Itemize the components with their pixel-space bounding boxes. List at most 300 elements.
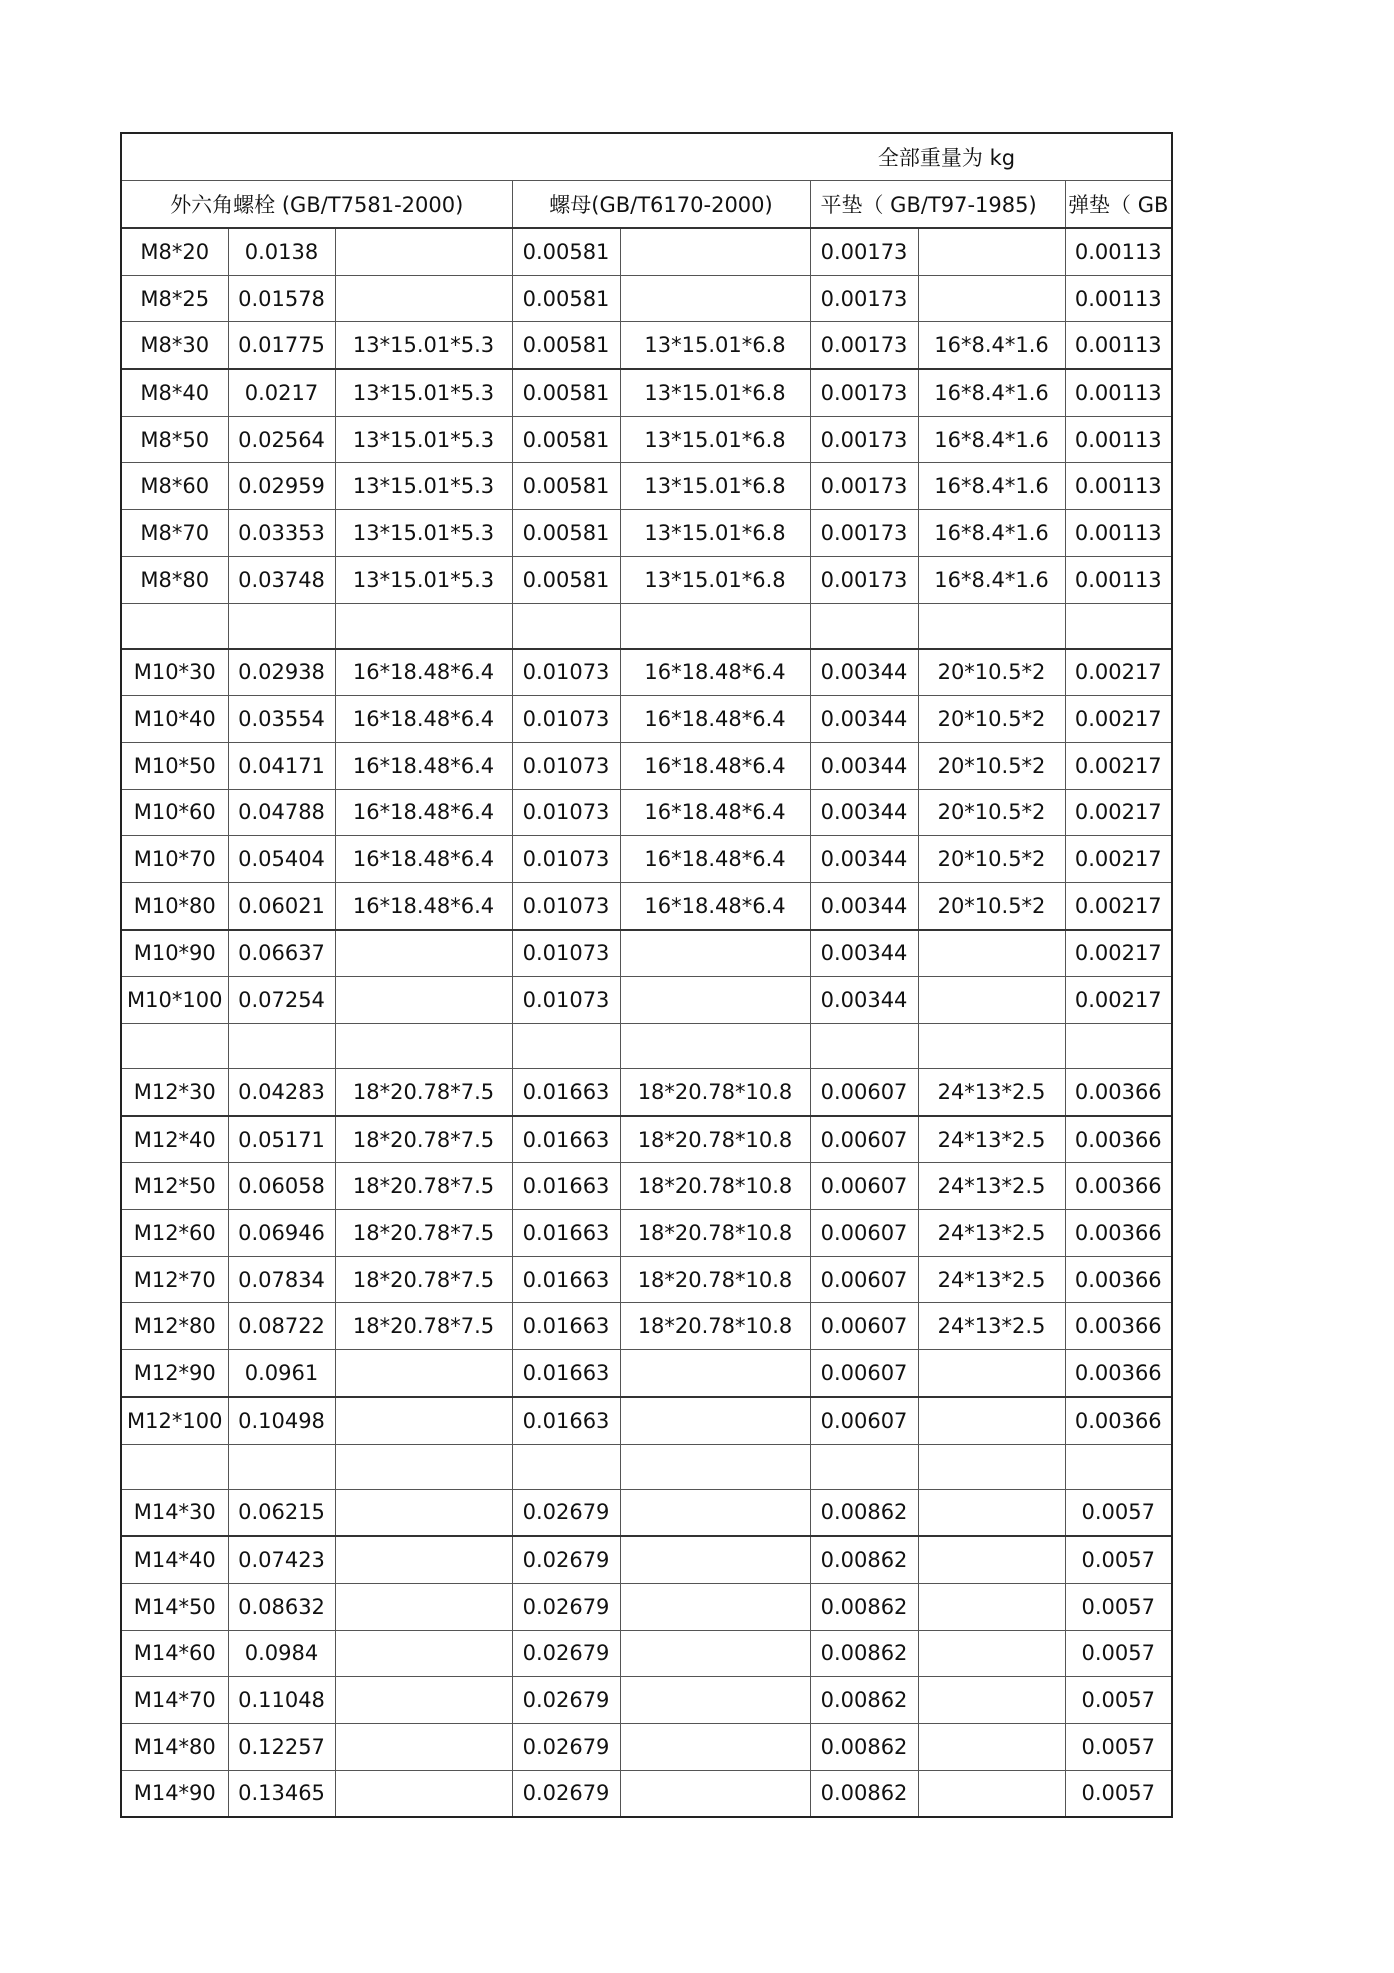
nut-size-cell <box>620 1350 810 1397</box>
bolt-weight-cell: 0.07834 <box>228 1256 335 1303</box>
nut-size-cell <box>620 1723 810 1770</box>
nut-weight-cell: 0.00581 <box>512 322 620 369</box>
bolt-size-cell: 16*18.48*6.4 <box>335 696 512 743</box>
nut-weight-cell: 0.01073 <box>512 977 620 1024</box>
bolt-size-cell <box>335 228 512 275</box>
header-flat-washer: 平垫（ GB/T97-1985) <box>810 181 1065 229</box>
flat-washer-size-cell: 20*10.5*2 <box>918 836 1065 883</box>
spec-cell: M12*70 <box>121 1256 228 1303</box>
spec-cell: M14*50 <box>121 1583 228 1630</box>
nut-weight-cell <box>512 603 620 649</box>
header-hex-bolt: 外六角螺栓 (GB/T7581-2000) <box>121 181 512 229</box>
bolt-weight-cell: 0.01578 <box>228 275 335 322</box>
table-row <box>121 369 1172 416</box>
spring-washer-weight-cell: 0.00366 <box>1065 1116 1172 1163</box>
flat-washer-size-cell: 20*10.5*2 <box>918 789 1065 836</box>
bolt-size-cell <box>335 603 512 649</box>
nut-size-cell <box>620 275 810 322</box>
flat-washer-weight-cell: 0.00862 <box>810 1630 918 1677</box>
table-row <box>121 1770 1172 1817</box>
bolt-weight-cell: 0.02959 <box>228 463 335 510</box>
flat-washer-size-cell <box>918 1536 1065 1583</box>
spec-cell: M8*80 <box>121 556 228 603</box>
bolt-weight-cell: 0.06215 <box>228 1489 335 1536</box>
spring-washer-weight-cell: 0.0057 <box>1065 1677 1172 1724</box>
table-row <box>121 1723 1172 1770</box>
header-spring-washer: 弹垫（ GB <box>1065 181 1172 229</box>
spec-cell: M14*90 <box>121 1770 228 1817</box>
bolt-weight-cell: 0.03748 <box>228 556 335 603</box>
flat-washer-size-cell <box>918 930 1065 977</box>
spring-washer-weight-cell: 0.00113 <box>1065 556 1172 603</box>
bolt-weight-cell: 0.04788 <box>228 789 335 836</box>
spring-washer-weight-cell: 0.0057 <box>1065 1583 1172 1630</box>
flat-washer-weight-cell: 0.00173 <box>810 322 918 369</box>
bolt-size-cell: 13*15.01*5.3 <box>335 510 512 557</box>
flat-washer-size-cell: 16*8.4*1.6 <box>918 463 1065 510</box>
bolt-size-cell: 16*18.48*6.4 <box>335 742 512 789</box>
flat-washer-weight-cell: 0.00862 <box>810 1723 918 1770</box>
nut-weight-cell: 0.01073 <box>512 742 620 789</box>
flat-washer-weight-cell: 0.00607 <box>810 1163 918 1210</box>
nut-size-cell: 16*18.48*6.4 <box>620 696 810 743</box>
bolt-size-cell <box>335 1350 512 1397</box>
bolt-weight-cell: 0.0217 <box>228 369 335 416</box>
flat-washer-size-cell: 24*13*2.5 <box>918 1210 1065 1257</box>
flat-washer-weight-cell: 0.00173 <box>810 228 918 275</box>
table-row <box>121 556 1172 603</box>
nut-size-cell <box>620 1536 810 1583</box>
nut-size-cell <box>620 1444 810 1489</box>
bolt-weight-cell: 0.06058 <box>228 1163 335 1210</box>
flat-washer-weight-cell: 0.00173 <box>810 416 918 463</box>
table-title: 全部重量为 kg <box>121 133 1172 181</box>
flat-washer-weight-cell: 0.00862 <box>810 1770 918 1817</box>
bolt-weight-cell: 0.04171 <box>228 742 335 789</box>
nut-size-cell: 16*18.48*6.4 <box>620 882 810 929</box>
nut-weight-cell: 0.00581 <box>512 275 620 322</box>
spring-washer-weight-cell <box>1065 603 1172 649</box>
spec-cell: M10*70 <box>121 836 228 883</box>
spec-cell: M12*90 <box>121 1350 228 1397</box>
table-row <box>121 1303 1172 1350</box>
bolt-weight-cell: 0.05171 <box>228 1116 335 1163</box>
flat-washer-weight-cell: 0.00173 <box>810 463 918 510</box>
spring-washer-weight-cell: 0.0057 <box>1065 1536 1172 1583</box>
bolt-weight-cell: 0.03554 <box>228 696 335 743</box>
table-row <box>121 1210 1172 1257</box>
spring-washer-weight-cell: 0.0057 <box>1065 1630 1172 1677</box>
flat-washer-size-cell: 16*8.4*1.6 <box>918 510 1065 557</box>
nut-size-cell: 18*20.78*10.8 <box>620 1256 810 1303</box>
flat-washer-size-cell <box>918 1350 1065 1397</box>
spec-cell: M8*50 <box>121 416 228 463</box>
spring-washer-weight-cell: 0.00366 <box>1065 1163 1172 1210</box>
flat-washer-size-cell: 24*13*2.5 <box>918 1069 1065 1116</box>
bolt-weight-cell: 0.10498 <box>228 1397 335 1444</box>
bolt-size-cell: 13*15.01*5.3 <box>335 322 512 369</box>
nut-size-cell <box>620 228 810 275</box>
nut-size-cell <box>620 1770 810 1817</box>
table-row <box>121 1069 1172 1116</box>
bolt-weight-cell: 0.04283 <box>228 1069 335 1116</box>
bolt-size-cell <box>335 275 512 322</box>
nut-weight-cell: 0.00581 <box>512 510 620 557</box>
flat-washer-size-cell: 16*8.4*1.6 <box>918 416 1065 463</box>
nut-weight-cell: 0.01073 <box>512 789 620 836</box>
flat-washer-weight-cell: 0.00607 <box>810 1256 918 1303</box>
bolt-size-cell <box>335 1536 512 1583</box>
spec-cell: M14*60 <box>121 1630 228 1677</box>
flat-washer-weight-cell <box>810 603 918 649</box>
nut-weight-cell: 0.01663 <box>512 1256 620 1303</box>
spring-washer-weight-cell: 0.0057 <box>1065 1723 1172 1770</box>
table-row <box>121 275 1172 322</box>
spec-cell: M14*30 <box>121 1489 228 1536</box>
nut-size-cell: 16*18.48*6.4 <box>620 742 810 789</box>
bolt-size-cell: 16*18.48*6.4 <box>335 882 512 929</box>
bolt-size-cell <box>335 1677 512 1724</box>
flat-washer-weight-cell: 0.00173 <box>810 556 918 603</box>
flat-washer-size-cell <box>918 1770 1065 1817</box>
spec-cell: M12*60 <box>121 1210 228 1257</box>
nut-weight-cell: 0.01663 <box>512 1116 620 1163</box>
bolt-size-cell: 13*15.01*5.3 <box>335 416 512 463</box>
spec-cell: M10*100 <box>121 977 228 1024</box>
flat-washer-size-cell: 16*8.4*1.6 <box>918 369 1065 416</box>
flat-washer-weight-cell: 0.00344 <box>810 649 918 696</box>
table-row <box>121 1583 1172 1630</box>
bolt-size-cell: 18*20.78*7.5 <box>335 1163 512 1210</box>
table-row <box>121 977 1172 1024</box>
bolt-weight-cell <box>228 1444 335 1489</box>
flat-washer-weight-cell: 0.00344 <box>810 977 918 1024</box>
nut-size-cell: 16*18.48*6.4 <box>620 836 810 883</box>
bolt-size-cell: 18*20.78*7.5 <box>335 1256 512 1303</box>
flat-washer-weight-cell: 0.00862 <box>810 1677 918 1724</box>
bolt-size-cell: 16*18.48*6.4 <box>335 789 512 836</box>
nut-weight-cell <box>512 1444 620 1489</box>
flat-washer-size-cell: 24*13*2.5 <box>918 1303 1065 1350</box>
spec-cell: M10*50 <box>121 742 228 789</box>
nut-size-cell <box>620 1583 810 1630</box>
bolt-size-cell: 13*15.01*5.3 <box>335 556 512 603</box>
flat-washer-size-cell <box>918 1677 1065 1724</box>
spring-washer-weight-cell: 0.00113 <box>1065 416 1172 463</box>
nut-size-cell: 18*20.78*10.8 <box>620 1116 810 1163</box>
spring-washer-weight-cell: 0.0057 <box>1065 1770 1172 1817</box>
nut-weight-cell <box>512 1024 620 1069</box>
spring-washer-weight-cell: 0.00366 <box>1065 1069 1172 1116</box>
flat-washer-weight-cell: 0.00173 <box>810 369 918 416</box>
bolt-size-cell: 18*20.78*7.5 <box>335 1210 512 1257</box>
spring-washer-weight-cell: 0.00217 <box>1065 977 1172 1024</box>
bolt-size-cell <box>335 1024 512 1069</box>
nut-size-cell: 13*15.01*6.8 <box>620 322 810 369</box>
bolt-size-cell <box>335 1444 512 1489</box>
flat-washer-size-cell <box>918 1489 1065 1536</box>
bolt-weight-cell: 0.07254 <box>228 977 335 1024</box>
flat-washer-size-cell <box>918 1583 1065 1630</box>
table-row <box>121 742 1172 789</box>
spec-cell: M12*80 <box>121 1303 228 1350</box>
bolt-size-cell <box>335 1723 512 1770</box>
spring-washer-weight-cell: 0.00113 <box>1065 275 1172 322</box>
bolt-weight-cell: 0.0961 <box>228 1350 335 1397</box>
table-row <box>121 1489 1172 1536</box>
spec-cell: M8*20 <box>121 228 228 275</box>
nut-weight-cell: 0.01663 <box>512 1069 620 1116</box>
flat-washer-size-cell: 24*13*2.5 <box>918 1256 1065 1303</box>
spec-cell: M12*100 <box>121 1397 228 1444</box>
bolt-weight-cell: 0.08632 <box>228 1583 335 1630</box>
bolt-weight-cell: 0.13465 <box>228 1770 335 1817</box>
bolt-weight-cell: 0.05404 <box>228 836 335 883</box>
flat-washer-weight-cell: 0.00344 <box>810 930 918 977</box>
nut-weight-cell: 0.01663 <box>512 1350 620 1397</box>
flat-washer-weight-cell <box>810 1024 918 1069</box>
nut-weight-cell: 0.02679 <box>512 1723 620 1770</box>
spec-cell: M8*40 <box>121 369 228 416</box>
bolt-size-cell: 16*18.48*6.4 <box>335 836 512 883</box>
flat-washer-size-cell: 16*8.4*1.6 <box>918 556 1065 603</box>
flat-washer-size-cell: 20*10.5*2 <box>918 696 1065 743</box>
table-row <box>121 228 1172 275</box>
spring-washer-weight-cell: 0.00366 <box>1065 1350 1172 1397</box>
blank-row <box>121 603 1172 649</box>
flat-washer-weight-cell: 0.00607 <box>810 1397 918 1444</box>
flat-washer-weight-cell: 0.00607 <box>810 1116 918 1163</box>
nut-weight-cell: 0.02679 <box>512 1770 620 1817</box>
nut-weight-cell: 0.01663 <box>512 1210 620 1257</box>
spec-cell: M10*60 <box>121 789 228 836</box>
flat-washer-size-cell <box>918 275 1065 322</box>
nut-size-cell: 18*20.78*10.8 <box>620 1069 810 1116</box>
spec-cell: M8*60 <box>121 463 228 510</box>
table-row <box>121 1350 1172 1397</box>
flat-washer-size-cell: 20*10.5*2 <box>918 742 1065 789</box>
bolt-weight-cell <box>228 1024 335 1069</box>
spring-washer-weight-cell <box>1065 1444 1172 1489</box>
bolt-weight-cell: 0.0984 <box>228 1630 335 1677</box>
title-row <box>121 133 1172 181</box>
bolt-weight-cell: 0.12257 <box>228 1723 335 1770</box>
bolt-size-cell: 13*15.01*5.3 <box>335 369 512 416</box>
weight-table <box>120 132 1173 1818</box>
flat-washer-size-cell: 24*13*2.5 <box>918 1163 1065 1210</box>
table-row <box>121 1116 1172 1163</box>
nut-weight-cell: 0.02679 <box>512 1677 620 1724</box>
nut-weight-cell: 0.01073 <box>512 649 620 696</box>
nut-weight-cell: 0.00581 <box>512 463 620 510</box>
bolt-weight-cell <box>228 603 335 649</box>
nut-weight-cell: 0.02679 <box>512 1489 620 1536</box>
flat-washer-size-cell <box>918 603 1065 649</box>
bolt-weight-cell: 0.07423 <box>228 1536 335 1583</box>
table-row <box>121 510 1172 557</box>
spring-washer-weight-cell: 0.00113 <box>1065 463 1172 510</box>
bolt-size-cell: 18*20.78*7.5 <box>335 1069 512 1116</box>
table-row <box>121 649 1172 696</box>
flat-washer-size-cell <box>918 1444 1065 1489</box>
nut-weight-cell: 0.00581 <box>512 228 620 275</box>
bolt-size-cell: 16*18.48*6.4 <box>335 649 512 696</box>
nut-weight-cell: 0.00581 <box>512 369 620 416</box>
spring-washer-weight-cell: 0.00217 <box>1065 930 1172 977</box>
nut-size-cell <box>620 1489 810 1536</box>
bolt-size-cell: 18*20.78*7.5 <box>335 1303 512 1350</box>
flat-washer-weight-cell: 0.00862 <box>810 1536 918 1583</box>
nut-size-cell: 13*15.01*6.8 <box>620 556 810 603</box>
spring-washer-weight-cell: 0.00113 <box>1065 322 1172 369</box>
flat-washer-size-cell <box>918 1024 1065 1069</box>
table-row <box>121 322 1172 369</box>
nut-size-cell <box>620 603 810 649</box>
flat-washer-weight-cell: 0.00344 <box>810 882 918 929</box>
bolt-size-cell: 13*15.01*5.3 <box>335 463 512 510</box>
nut-weight-cell: 0.01073 <box>512 882 620 929</box>
nut-weight-cell: 0.02679 <box>512 1630 620 1677</box>
flat-washer-weight-cell: 0.00607 <box>810 1210 918 1257</box>
bolt-weight-cell: 0.06637 <box>228 930 335 977</box>
nut-size-cell <box>620 977 810 1024</box>
table-row <box>121 789 1172 836</box>
spec-cell: M10*30 <box>121 649 228 696</box>
flat-washer-size-cell <box>918 1630 1065 1677</box>
nut-size-cell: 13*15.01*6.8 <box>620 463 810 510</box>
flat-washer-weight-cell: 0.00862 <box>810 1583 918 1630</box>
table-row <box>121 1397 1172 1444</box>
bolt-size-cell: 18*20.78*7.5 <box>335 1116 512 1163</box>
nut-weight-cell: 0.00581 <box>512 556 620 603</box>
spec-cell: M10*90 <box>121 930 228 977</box>
table-row <box>121 416 1172 463</box>
spec-cell <box>121 1444 228 1489</box>
nut-size-cell: 13*15.01*6.8 <box>620 510 810 557</box>
flat-washer-weight-cell: 0.00862 <box>810 1489 918 1536</box>
bolt-weight-cell: 0.0138 <box>228 228 335 275</box>
flat-washer-weight-cell: 0.00607 <box>810 1303 918 1350</box>
spec-cell: M10*40 <box>121 696 228 743</box>
bolt-size-cell <box>335 977 512 1024</box>
nut-weight-cell: 0.01073 <box>512 696 620 743</box>
nut-size-cell <box>620 1397 810 1444</box>
header-row <box>121 181 1172 229</box>
table-row <box>121 1256 1172 1303</box>
spring-washer-weight-cell: 0.00113 <box>1065 369 1172 416</box>
nut-size-cell: 13*15.01*6.8 <box>620 369 810 416</box>
spring-washer-weight-cell: 0.00113 <box>1065 510 1172 557</box>
flat-washer-weight-cell: 0.00173 <box>810 275 918 322</box>
nut-size-cell: 16*18.48*6.4 <box>620 649 810 696</box>
table-row <box>121 836 1172 883</box>
spring-washer-weight-cell: 0.00217 <box>1065 882 1172 929</box>
nut-size-cell: 18*20.78*10.8 <box>620 1163 810 1210</box>
flat-washer-size-cell <box>918 977 1065 1024</box>
nut-weight-cell: 0.01073 <box>512 930 620 977</box>
nut-size-cell <box>620 1677 810 1724</box>
bolt-weight-cell: 0.06946 <box>228 1210 335 1257</box>
spec-cell: M10*80 <box>121 882 228 929</box>
nut-size-cell <box>620 1630 810 1677</box>
flat-washer-weight-cell: 0.00344 <box>810 696 918 743</box>
bolt-weight-cell: 0.06021 <box>228 882 335 929</box>
spec-cell: M14*80 <box>121 1723 228 1770</box>
table-row <box>121 1536 1172 1583</box>
bolt-weight-cell: 0.08722 <box>228 1303 335 1350</box>
flat-washer-size-cell: 20*10.5*2 <box>918 649 1065 696</box>
spring-washer-weight-cell <box>1065 1024 1172 1069</box>
bolt-weight-cell: 0.11048 <box>228 1677 335 1724</box>
nut-size-cell: 18*20.78*10.8 <box>620 1210 810 1257</box>
table-row <box>121 930 1172 977</box>
spec-cell: M8*70 <box>121 510 228 557</box>
flat-washer-size-cell <box>918 1397 1065 1444</box>
spec-cell: M12*40 <box>121 1116 228 1163</box>
flat-washer-weight-cell: 0.00173 <box>810 510 918 557</box>
bolt-size-cell <box>335 1630 512 1677</box>
bolt-weight-cell: 0.02938 <box>228 649 335 696</box>
spec-cell <box>121 1024 228 1069</box>
nut-size-cell: 18*20.78*10.8 <box>620 1303 810 1350</box>
table-row <box>121 1630 1172 1677</box>
spec-cell: M8*30 <box>121 322 228 369</box>
flat-washer-size-cell <box>918 228 1065 275</box>
bolt-weight-cell: 0.01775 <box>228 322 335 369</box>
bolt-size-cell <box>335 1397 512 1444</box>
flat-washer-size-cell <box>918 1723 1065 1770</box>
spec-cell <box>121 603 228 649</box>
flat-washer-size-cell: 20*10.5*2 <box>918 882 1065 929</box>
header-nut: 螺母(GB/T6170-2000) <box>512 181 810 229</box>
bolt-size-cell <box>335 1489 512 1536</box>
bolt-size-cell <box>335 1770 512 1817</box>
spring-washer-weight-cell: 0.0057 <box>1065 1489 1172 1536</box>
spring-washer-weight-cell: 0.00366 <box>1065 1303 1172 1350</box>
flat-washer-size-cell: 24*13*2.5 <box>918 1116 1065 1163</box>
table-row <box>121 1677 1172 1724</box>
table-row <box>121 463 1172 510</box>
spring-washer-weight-cell: 0.00217 <box>1065 742 1172 789</box>
table-row <box>121 1163 1172 1210</box>
nut-size-cell <box>620 1024 810 1069</box>
bolt-weight-cell: 0.02564 <box>228 416 335 463</box>
nut-size-cell <box>620 930 810 977</box>
nut-weight-cell: 0.01663 <box>512 1397 620 1444</box>
spring-washer-weight-cell: 0.00217 <box>1065 696 1172 743</box>
spring-washer-weight-cell: 0.00366 <box>1065 1210 1172 1257</box>
spring-washer-weight-cell: 0.00217 <box>1065 789 1172 836</box>
spring-washer-weight-cell: 0.00113 <box>1065 228 1172 275</box>
nut-size-cell: 13*15.01*6.8 <box>620 416 810 463</box>
spec-cell: M12*30 <box>121 1069 228 1116</box>
spec-cell: M8*25 <box>121 275 228 322</box>
nut-weight-cell: 0.01073 <box>512 836 620 883</box>
spring-washer-weight-cell: 0.00366 <box>1065 1397 1172 1444</box>
spec-cell: M14*40 <box>121 1536 228 1583</box>
nut-weight-cell: 0.02679 <box>512 1536 620 1583</box>
spec-cell: M14*70 <box>121 1677 228 1724</box>
nut-weight-cell: 0.01663 <box>512 1303 620 1350</box>
bolt-size-cell <box>335 930 512 977</box>
flat-washer-weight-cell: 0.00344 <box>810 742 918 789</box>
flat-washer-weight-cell: 0.00344 <box>810 836 918 883</box>
flat-washer-weight-cell: 0.00344 <box>810 789 918 836</box>
flat-washer-weight-cell: 0.00607 <box>810 1350 918 1397</box>
spec-cell: M12*50 <box>121 1163 228 1210</box>
blank-row <box>121 1024 1172 1069</box>
spring-washer-weight-cell: 0.00217 <box>1065 836 1172 883</box>
